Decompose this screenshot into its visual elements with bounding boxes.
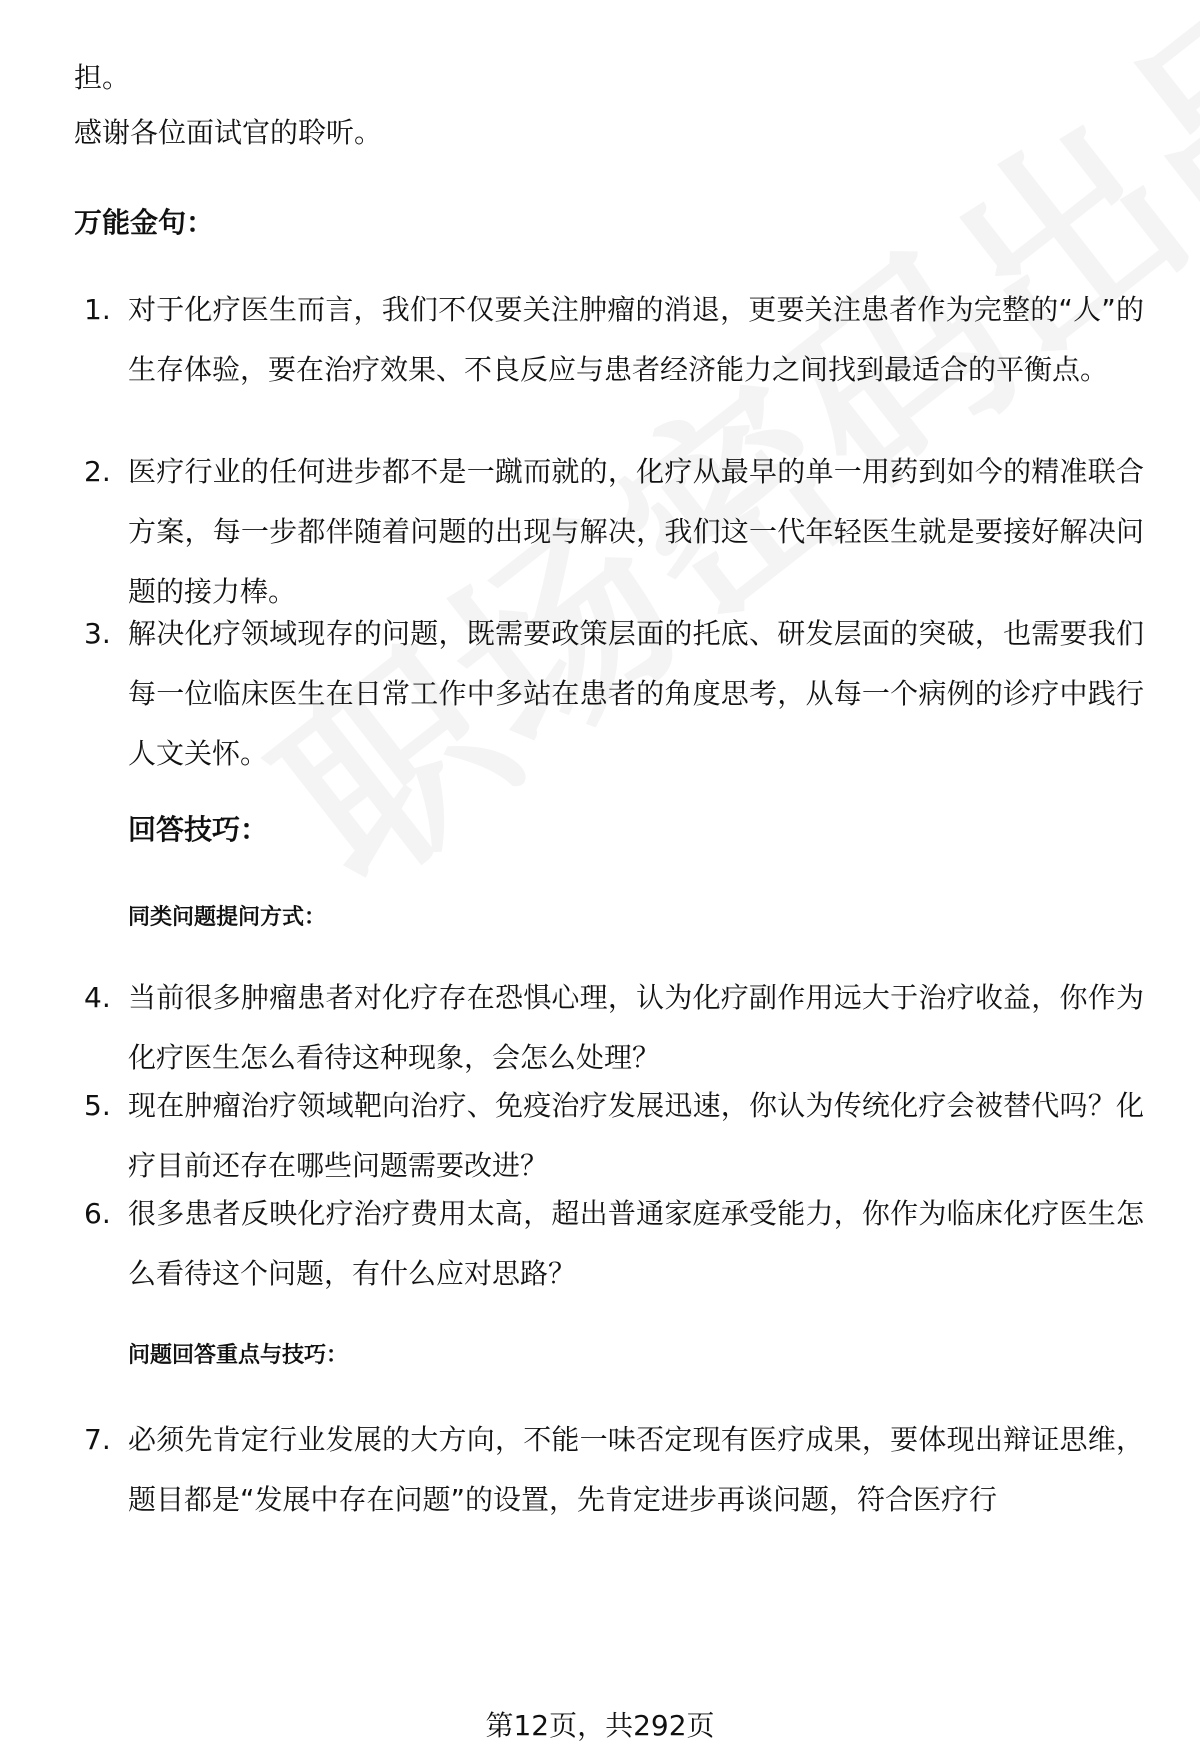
list-item-text: 现在肿瘤治疗领域靶向治疗、免疫治疗发展迅速，你认为传统化疗会被替代吗？化疗目前还存在哪些问题需要改进？ <box>128 1089 1144 1182</box>
list-item <box>84 1184 1144 1304</box>
list-item-text: 医疗行业的任何进步都不是一蹴而就的，化疗从最早的单一用药到如今的精准联合方案，每一步都伴随着问题的出现与解决，我们这一代年轻医生就是要接好解决问题的接力棒。 <box>128 455 1144 608</box>
section-title-quotes: 万能金句： <box>74 206 215 239</box>
list-item-number: 7. <box>84 1423 111 1456</box>
page-number-footer: 第12页，共292页 <box>485 1709 715 1742</box>
list-item <box>84 1076 1144 1196</box>
list-item-text: 必须先肯定行业发展的大方向，不能一味否定现有医疗成果，要体现出辩证思维，题目都是“发展中存在问题”的设置，先肯定进步再谈问题，符合医疗行 <box>128 1423 1144 1516</box>
section-title-tips: 回答技巧： <box>128 813 269 846</box>
list-item-number: 2. <box>84 455 111 488</box>
list-item <box>84 1410 1144 1530</box>
list-item-number: 6. <box>84 1197 111 1230</box>
list-item-text: 很多患者反映化疗治疗费用太高，超出普通家庭承受能力，你作为临床化疗医生怎么看待这个问题，有什么应对思路？ <box>128 1197 1144 1290</box>
list-item <box>84 968 1144 1088</box>
subsection-title-answer-tips: 问题回答重点与技巧： <box>128 1343 349 1368</box>
intro-line-2: 感谢各位面试官的聆听。 <box>74 116 383 149</box>
intro-line-1: 担。 <box>74 61 131 94</box>
list-item <box>84 280 1144 460</box>
list-item <box>84 604 1144 784</box>
list-item-number: 4. <box>84 981 111 1014</box>
list-item-number: 3. <box>84 617 111 650</box>
list-item <box>84 442 1144 622</box>
list-item-text: 当前很多肿瘤患者对化疗存在恐惧心理，认为化疗副作用远大于治疗收益，你作为化疗医生怎么看待这种现象，会怎么处理？ <box>128 981 1144 1074</box>
subsection-title-similar-questions: 同类问题提问方式： <box>128 905 327 930</box>
list-item-number: 1. <box>84 293 111 326</box>
list-item-number: 5. <box>84 1089 111 1122</box>
list-item-text: 解决化疗领域现存的问题，既需要政策层面的托底、研发层面的突破，也需要我们每一位临床医生在日常工作中多站在患者的角度思考，从每一个病例的诊疗中践行人文关怀。 <box>128 617 1144 770</box>
list-item-text: 对于化疗医生而言，我们不仅要关注肿瘤的消退，更要关注患者作为完整的“人”的生存体验，要在治疗效果、不良反应与患者经济能力之间找到最适合的平衡点。 <box>128 293 1144 386</box>
